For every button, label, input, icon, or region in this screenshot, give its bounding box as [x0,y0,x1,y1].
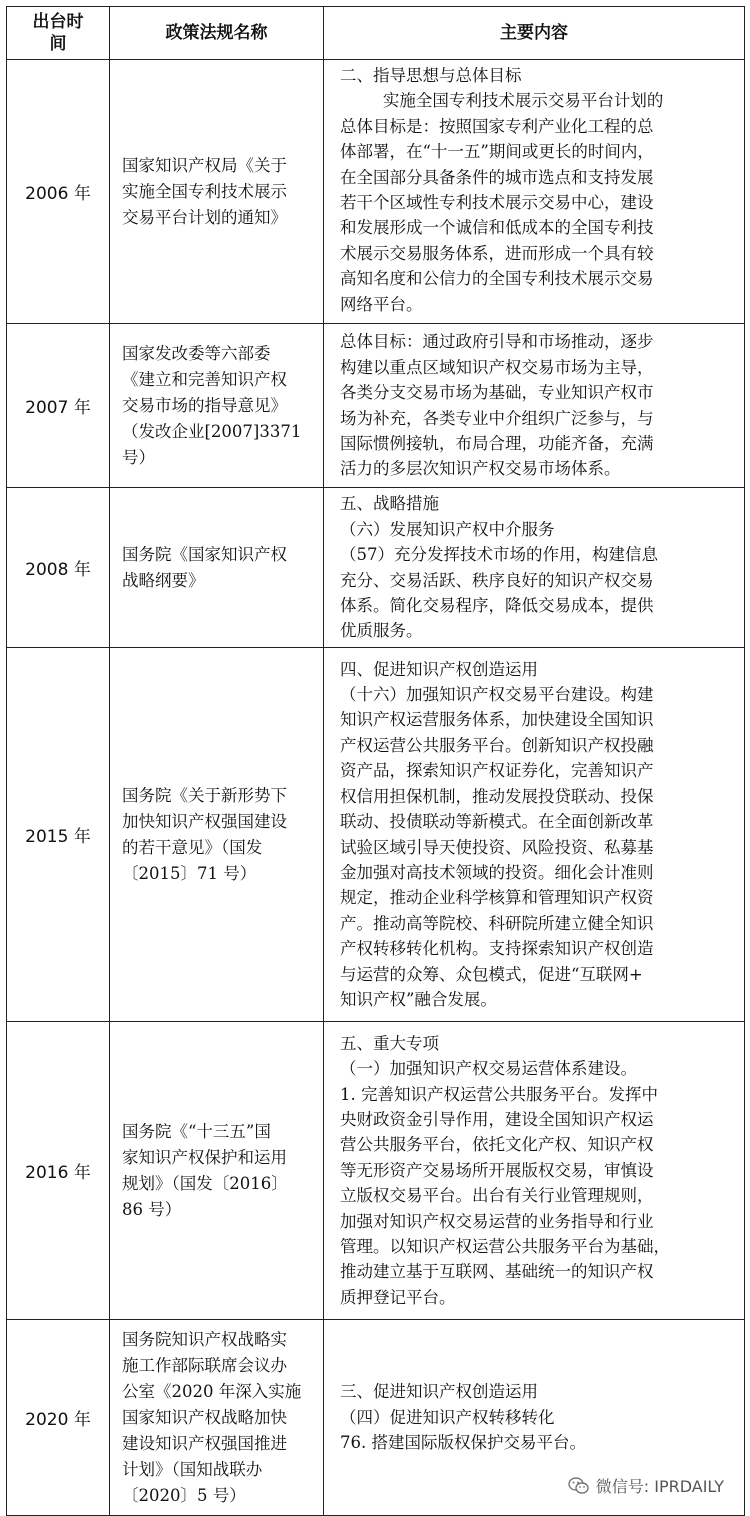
content-line: 场为补充，各类专业中介组织广泛参与，与 [340,408,654,428]
policy-table [6,6,745,1516]
content-line: 活力的多层次知识产权交易市场体系。 [340,459,621,479]
policy-name-cell [110,60,324,324]
year-cell: 2006 年 [7,60,110,324]
content-line: 联动、投债联动等新模式。在全面创新改革 [340,812,654,832]
name-line: 国务院《国家知识产权 [122,544,287,564]
name-line: 加快知识产权强国建设 [122,811,287,831]
content-cell [324,324,745,488]
table-row [7,648,745,1022]
table-row [7,324,745,488]
header-content: 主要内容 [324,7,745,60]
content-line: 各类分支交易市场为基础，专业知识产权市 [340,383,654,403]
policy-name-cell [110,324,324,488]
content-line: 立版权交易平台。出台有关行业管理规则， [340,1186,654,1206]
year-cell: 2016 年 [7,1022,110,1320]
content-line: 在全国部分具备条件的城市选点和支持发展 [340,167,654,187]
year-cell: 2007 年 [7,324,110,488]
content-line: 优质服务。 [340,621,423,641]
name-line: 国家知识产权局《关于 [122,155,287,175]
name-line: 规划》（国发〔2016〕 [122,1173,288,1193]
content-cell [324,488,745,648]
content-line: 产权转移转化机构。支持探索知识产权创造 [340,939,654,959]
policy-name-cell [110,648,324,1022]
content-line: 资产品，探索知识产权证券化，完善知识产 [340,761,654,781]
year-cell: 2020 年 [7,1320,110,1516]
wechat-icon [568,1476,590,1496]
content-line: （57）充分发挥技术市场的作用，构建信息 [340,545,658,565]
content-line: 规定，推动企业科学核算和管理知识产权资 [340,888,654,908]
table-row [7,60,745,324]
content-line: 四、促进知识产权创造运用 [340,659,538,679]
policy-name-cell [110,488,324,648]
content-cell [324,60,745,324]
content-line: 管理。以知识产权运营公共服务平台为基础， [340,1237,670,1257]
name-line: 交易市场的指导意见》 [122,395,287,415]
name-line: 《建立和完善知识产权 [122,369,287,389]
name-line: 家知识产权保护和运用 [122,1147,287,1167]
content-line: 五、重大专项 [340,1033,439,1053]
content-line: 央财政资金引导作用，建设全国知识产权运 [340,1109,654,1129]
content-line: 权信用担保机制，推动发展投贷联动、投保 [340,786,654,806]
name-line: 实施全国专利技术展示 [122,181,287,201]
name-line: 计划》（国知战联办 [122,1459,263,1479]
content-line: 金加强对高技术领域的投资。细化会计准则 [340,862,654,882]
header-name: 政策法规名称 [110,7,324,60]
name-line: 建设知识产权强国推进 [122,1433,287,1453]
content-line: 实施全国专利技术展示交易平台计划的 [382,91,664,111]
content-line: 试验区域引导天使投资、风险投资、私募基 [340,837,654,857]
table-row [7,488,745,648]
policy-name-cell [110,1320,324,1516]
content-line: 产权运营公共服务平台。创新知识产权投融 [340,735,654,755]
name-line: （发改企业[2007]3371 [122,421,302,441]
content-line: 网络平台。 [340,294,423,314]
content-line: 三、促进知识产权创造运用 [340,1382,538,1402]
content-line: 五、战略措施 [340,494,439,514]
content-line: 高知名度和公信力的全国专利技术展示交易 [340,269,654,289]
name-line: 〔2020〕5 号） [122,1485,246,1505]
content-line: 和发展形成一个诚信和低成本的全国专利技 [340,218,654,238]
content-line: 76. 搭建国际版权保护交易平台。 [340,1433,586,1453]
content-line: 质押登记平台。 [340,1287,456,1307]
content-line: 与运营的众筹、众包模式，促进“互联网+ [340,964,643,984]
watermark [568,1474,724,1497]
content-line: 1. 完善知识产权运营公共服务平台。发挥中 [340,1084,658,1104]
content-line: 体系。简化交易程序，降低交易成本，提供 [340,595,654,615]
content-cell [324,648,745,1022]
content-line: 总体目标是：按照国家专利产业化工程的总 [340,116,654,136]
content-line: 加强对知识产权交易运营的业务指导和行业 [340,1211,654,1231]
content-line: 二、指导思想与总体目标 [340,66,522,85]
content-line: （十六）加强知识产权交易平台建设。构建 [340,685,654,705]
content-line: 构建以重点区域知识产权交易市场为主导， [340,357,654,377]
content-line: 体部署，在“十一五”期间或更长的时间内， [340,142,654,162]
content-line: 充分、交易活跃、秩序良好的知识产权交易 [340,570,654,590]
name-line: 国家发改委等六部委 [122,343,271,363]
content-line: 总体目标：通过政府引导和市场推动，逐步 [340,332,654,352]
watermark-text: 微信号: IPRDAILY [595,1477,724,1496]
content-line: 营公共服务平台，依托文化产权、知识产权 [340,1135,654,1155]
content-line: 产。推动高等院校、科研院所建立健全知识 [340,913,654,933]
name-line: 施工作部际联席会议办 [122,1355,287,1375]
table-header-row [7,7,745,60]
name-line: 国家知识产权战略加快 [122,1407,287,1427]
content-line: 若干个区域性专利技术展示交易中心，建设 [340,193,654,213]
content-line: （四）促进知识产权转移转化 [340,1407,555,1427]
name-line: 国务院知识产权战略实 [122,1329,287,1349]
year-cell: 2008 年 [7,488,110,648]
name-line: 国务院《关于新形势下 [122,785,287,805]
policy-name-cell [110,1022,324,1320]
content-line: 知识产权”融合发展。 [340,989,497,1009]
name-line: 交易平台计划的通知》 [122,207,287,227]
year-cell: 2015 年 [7,648,110,1022]
content-line: （六）发展知识产权中介服务 [340,519,555,539]
name-line: 的若干意见》（国发 [122,837,263,857]
name-line: 战略纲要》 [122,570,205,590]
content-line: 推动建立基于互联网、基础统一的知识产权 [340,1262,654,1282]
content-line: 术展示交易服务体系，进而形成一个具有较 [340,243,654,263]
content-line: 等无形资产交易场所开展版权交易，审慎设 [340,1160,654,1180]
table-row [7,1022,745,1320]
name-line: 国务院《“十三五”国 [122,1121,271,1141]
content-line: 国际惯例接轨，布局合理，功能齐备，充满 [340,433,654,453]
name-line: 公室《2020 年深入实施 [122,1381,302,1401]
content-line: （一）加强知识产权交易运营体系建设。 [340,1059,637,1079]
name-line: 号） [122,447,155,467]
header-time: 出台时间 [7,7,110,60]
content-cell [324,1022,745,1320]
content-line: 知识产权运营服务体系，加快建设全国知识 [340,710,654,730]
policy-table-container [6,6,745,1516]
name-line: 〔2015〕71 号） [122,863,257,883]
name-line: 86 号） [122,1199,182,1219]
